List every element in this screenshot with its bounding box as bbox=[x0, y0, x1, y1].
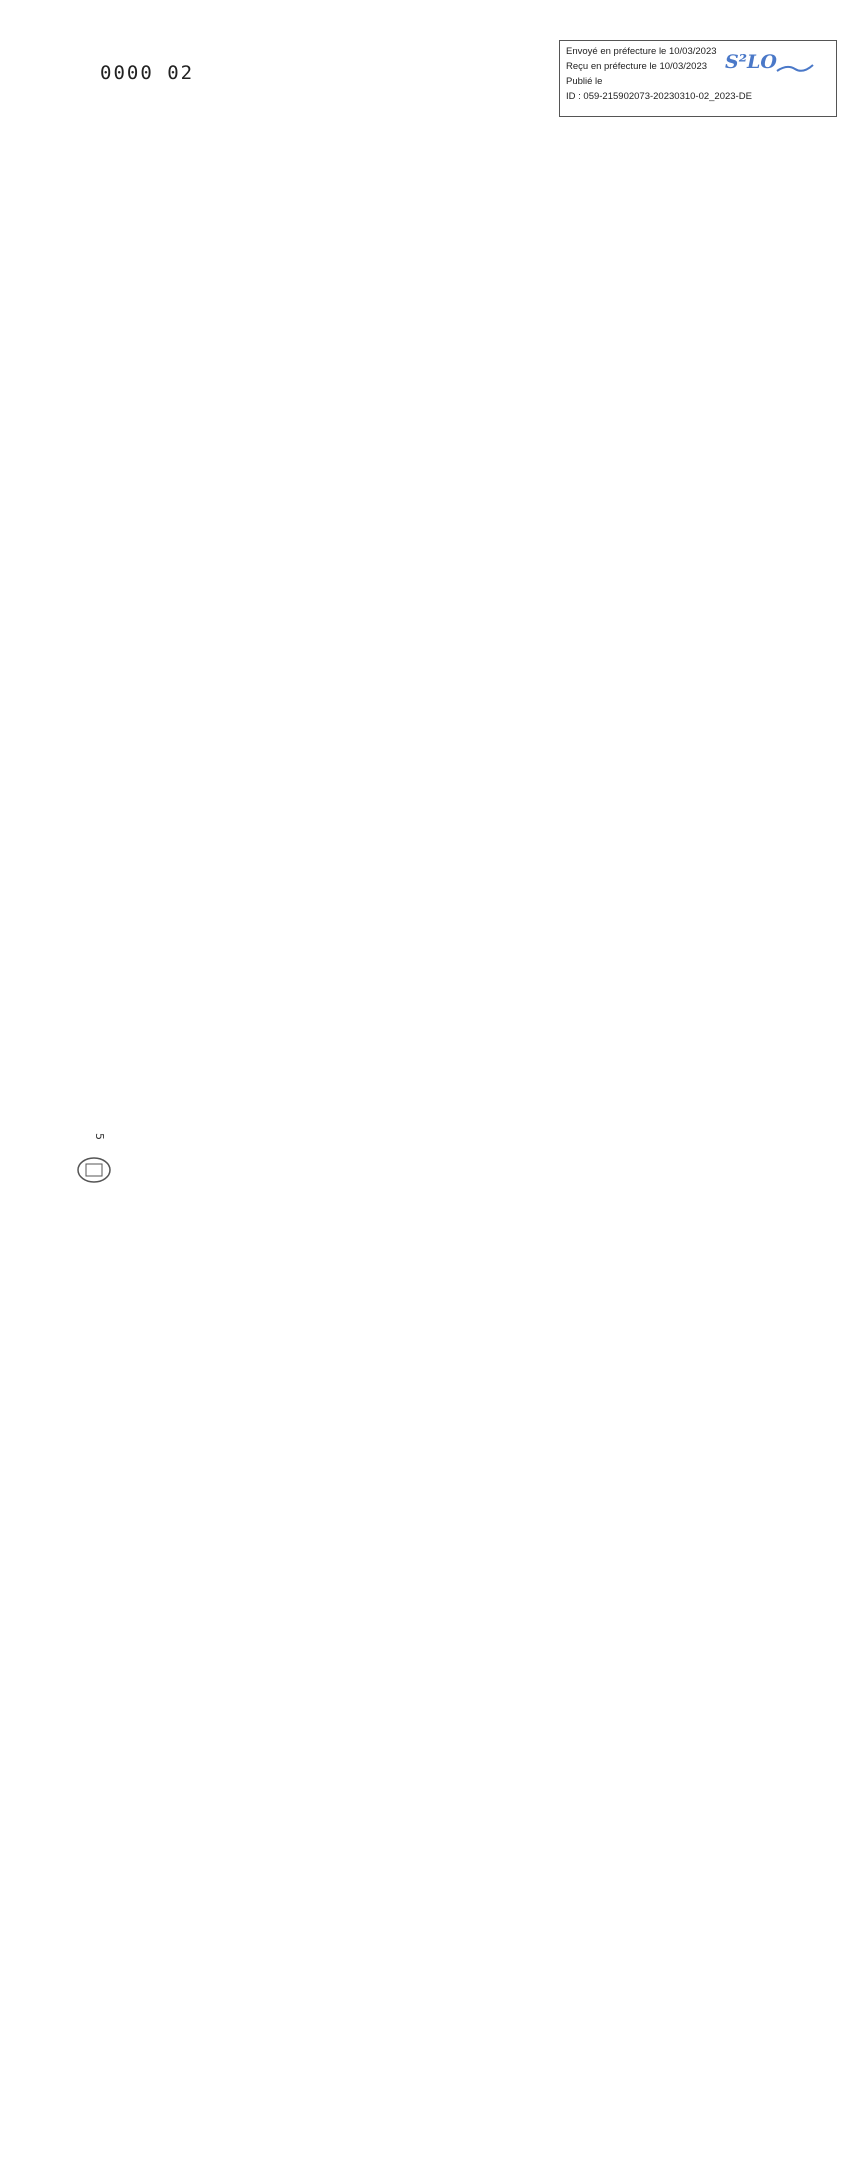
document-number: 0000 02 bbox=[100, 62, 195, 84]
stamp-published-line: Publié le bbox=[566, 76, 603, 87]
slo-swoosh-icon bbox=[775, 63, 815, 73]
page-number: 5 bbox=[93, 1133, 106, 1140]
prefecture-stamp bbox=[559, 40, 837, 117]
stamp-id-line: ID : 059-215902073-20230310-02_2023-DE bbox=[566, 91, 752, 102]
slo-logo: S²LO bbox=[725, 51, 777, 73]
stamp-sent-line: Envoyé en préfecture le 10/03/2023 bbox=[566, 46, 717, 57]
rotated-page-content bbox=[0, 1180, 125, 2180]
stamp-received-line: Reçu en préfecture le 10/03/2023 bbox=[566, 61, 708, 72]
footer-logo-icon bbox=[74, 1152, 114, 1188]
